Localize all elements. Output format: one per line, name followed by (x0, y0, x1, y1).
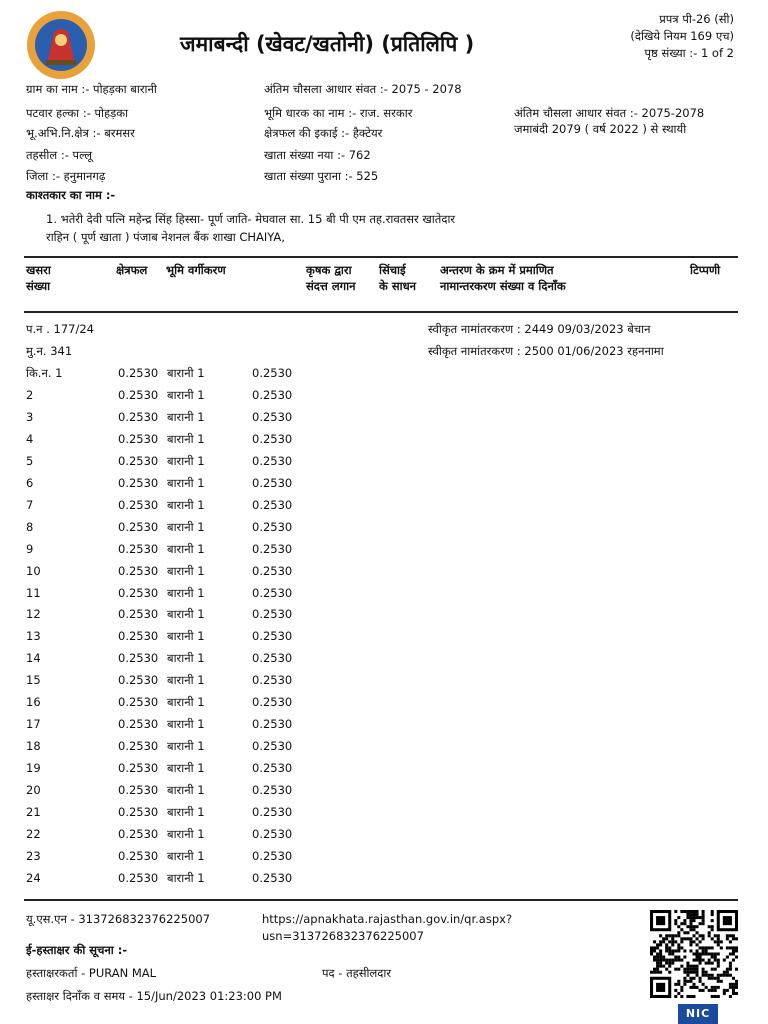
verify-url-line-2[interactable]: usn=313726832376225007 (262, 929, 424, 943)
cell-no: 22 (26, 826, 41, 841)
cell-area: 0.2530 (118, 848, 159, 863)
cell-area: 0.2530 (118, 695, 159, 710)
table-row (26, 849, 316, 871)
table-row (26, 432, 316, 454)
cell-area: 0.2530 (118, 431, 159, 446)
cell-cls: बारानी 1 (167, 848, 205, 863)
cell-no: 9 (26, 541, 34, 556)
cell-cls: बारानी 1 (167, 651, 205, 666)
cell-no: 18 (26, 739, 41, 754)
cell-total: 0.2530 (252, 826, 293, 841)
footer-rule (24, 899, 738, 901)
table-row (26, 476, 316, 498)
cell-total: 0.2530 (252, 717, 293, 732)
verify-url-line-1[interactable]: https://apnakhata.rajasthan.gov.in/qr.aspx? (262, 912, 513, 926)
cell-cls: बारानी 1 (167, 739, 205, 754)
area-unit: क्षेत्रफल की इकाई :- हैक्टेयर (264, 126, 383, 140)
cell-total: 0.2530 (252, 783, 293, 798)
cell-area: 0.2530 (118, 739, 159, 754)
cultivator-line-2: राहिन ( पूर्ण खाता ) पंजाब नेशनल बैंक शाखा CHAIYA, (46, 230, 285, 244)
form-number: प्रपत्र पी-26 (सी) (659, 12, 734, 26)
cell-no: 7 (26, 497, 34, 512)
table-row (26, 366, 316, 388)
col-land-class: भूमि वर्गीकरण (166, 263, 226, 277)
table-row (26, 410, 316, 432)
cell-no: 11 (26, 585, 41, 600)
cell-total: 0.2530 (252, 497, 293, 512)
cell-cls: बारानी 1 (167, 607, 205, 622)
cell-area: 0.2530 (118, 805, 159, 819)
mutation-1: स्वीकृत नामांतरकरण : 2449 09/03/2023 बेचान (428, 322, 651, 336)
mutation-number: मु.न. 341 (26, 344, 73, 358)
table-row (26, 739, 316, 761)
qr-code[interactable] (650, 910, 738, 998)
cell-total: 0.2530 (252, 805, 293, 819)
cell-no: 2 (26, 387, 34, 402)
cell-area: 0.2530 (118, 717, 159, 732)
table-row (26, 717, 316, 739)
cell-no: 24 (26, 870, 41, 885)
village-name: ग्राम का नाम :- पोहड़का बारानी (26, 82, 157, 96)
cell-total: 0.2530 (252, 607, 293, 622)
cell-total: 0.2530 (252, 695, 293, 710)
table-row (26, 695, 316, 717)
cell-no: 14 (26, 651, 41, 666)
cell-area: 0.2530 (118, 761, 159, 776)
cell-no: 16 (26, 695, 41, 710)
cell-total: 0.2530 (252, 475, 293, 490)
cell-area: 0.2530 (118, 453, 159, 468)
table-row (26, 761, 316, 783)
cell-area: 0.2530 (118, 585, 159, 600)
cell-cls: बारानी 1 (167, 629, 205, 644)
cell-total: 0.2530 (252, 387, 293, 402)
table-row (26, 871, 316, 893)
table-row (26, 607, 316, 629)
col-khasra: खसरा संख्या (26, 263, 51, 293)
cell-area: 0.2530 (118, 651, 159, 666)
cell-total: 0.2530 (252, 651, 293, 666)
cell-area: 0.2530 (118, 607, 159, 622)
patwar-halka: पटवार हल्का :- पोहड़का (26, 106, 129, 120)
cell-no: 23 (26, 848, 41, 863)
table-row (26, 783, 316, 805)
nic-logo: NIC (678, 1004, 718, 1024)
cell-no: 5 (26, 453, 34, 468)
col-remark: टिप्पणी (690, 263, 721, 277)
cell-no: 10 (26, 563, 41, 578)
cell-area: 0.2530 (118, 563, 159, 578)
cell-area: 0.2530 (118, 519, 159, 534)
cell-total: 0.2530 (252, 585, 293, 600)
cell-no: 13 (26, 629, 41, 644)
col-lagan: कृषक द्वारा संदत्त लगान (306, 263, 356, 293)
cell-area: 0.2530 (118, 366, 159, 380)
cell-cls: बारानी 1 (167, 519, 205, 534)
table-row (26, 388, 316, 410)
table-row (26, 805, 316, 827)
jamabandi-year: जमाबंदी 2079 ( वर्ष 2022 ) से स्थायी (514, 122, 687, 136)
esign-title: ई-हस्ताक्षर की सूचना :- (26, 943, 128, 957)
cell-area: 0.2530 (118, 826, 159, 841)
cell-total: 0.2530 (252, 739, 293, 754)
cell-cls: बारानी 1 (167, 497, 205, 512)
cell-total: 0.2530 (252, 563, 293, 578)
cell-no: 3 (26, 409, 34, 424)
cell-cls: बारानी 1 (167, 695, 205, 710)
table-row (26, 673, 316, 695)
land-record-area: भू.अभि.नि.क्षेत्र :- बरमसर (26, 126, 135, 140)
cell-no: 8 (26, 519, 34, 534)
table-row (26, 520, 316, 542)
table-row (26, 564, 316, 586)
cell-total: 0.2530 (252, 848, 293, 863)
cell-no: 21 (26, 805, 41, 819)
mutation-2: स्वीकृत नामांतरकरण : 2500 01/06/2023 रहननामा (428, 344, 664, 358)
cell-area: 0.2530 (118, 783, 159, 798)
cell-no: 6 (26, 475, 34, 490)
cell-cls: बारानी 1 (167, 673, 205, 688)
cell-total: 0.2530 (252, 673, 293, 688)
cell-total: 0.2530 (252, 431, 293, 446)
col-irrigation: सिंचाई के साधन (379, 263, 417, 293)
cell-cls: बारानी 1 (167, 563, 205, 578)
page-number: पृष्ठ संख्या :- 1 of 2 (644, 46, 734, 60)
cell-cls: बारानी 1 (167, 783, 205, 798)
cell-total: 0.2530 (252, 629, 293, 644)
cell-no: 15 (26, 673, 41, 688)
cell-no: 4 (26, 431, 34, 446)
sign-datetime: हस्ताक्षर दिनाँक व समय - 15/Jun/2023 01:23:00 PM (26, 989, 282, 1003)
land-holder: भूमि धारक का नाम :- राज. सरकार (264, 106, 413, 120)
cell-area: 0.2530 (118, 673, 159, 688)
cell-no: 12 (26, 607, 41, 622)
cell-total: 0.2530 (252, 366, 293, 380)
cultivator-line-1: 1. भतेरी देवी पत्नि महेन्द्र सिंह हिस्सा- पूर्ण जाति- मेघवाल सा. 15 बी पी एम तह.रावतसर खातेदार (46, 212, 456, 226)
plot-number: प.न . 177/24 (26, 322, 94, 336)
cell-cls: बारानी 1 (167, 585, 205, 600)
cell-cls: बारानी 1 (167, 541, 205, 556)
cell-total: 0.2530 (252, 519, 293, 534)
usn-number: यू.एस.एन - 313726832376225007 (26, 912, 211, 926)
rajasthan-emblem-logo (26, 10, 96, 80)
cell-cls: बारानी 1 (167, 870, 205, 885)
right-samvat: अंतिम चौसला आधार संवत :- 2075-2078 (514, 106, 705, 120)
khata-old: खाता संख्या पुराना :- 525 (264, 169, 379, 183)
col-area: क्षेत्रफल (116, 263, 148, 277)
cell-cls: बारानी 1 (167, 409, 205, 424)
rule-reference: (देखिये नियम 169 एच) (630, 29, 734, 43)
cell-total: 0.2530 (252, 870, 293, 885)
table-row (26, 498, 316, 520)
tehsil: तहसील :- पल्लू (26, 148, 93, 162)
page-title: जमाबन्दी (खेवट/खतोनी) (प्रतिलिपि ) (180, 32, 475, 56)
table-row (26, 651, 316, 673)
cell-area: 0.2530 (118, 475, 159, 490)
cell-area: 0.2530 (118, 870, 159, 885)
cell-cls: बारानी 1 (167, 826, 205, 841)
cell-total: 0.2530 (252, 541, 293, 556)
last-samvat: अंतिम चौसला आधार संवत :- 2075 - 2078 (264, 82, 462, 96)
cell-total: 0.2530 (252, 409, 293, 424)
cell-no: 20 (26, 783, 41, 798)
col-transfer: अन्तरण के क्रम में प्रमाणित नामान्तरकरण संख्या व दिनाँक (440, 263, 566, 293)
cell-area: 0.2530 (118, 409, 159, 424)
signer-name: हस्ताक्षरकर्ता - PURAN MAL (26, 966, 157, 980)
signer-post: पद - तहसीलदार (322, 966, 392, 980)
district: जिला :- हनुमानगढ़ (26, 169, 106, 183)
table-top-rule (24, 256, 738, 258)
cell-area: 0.2530 (118, 541, 159, 556)
cell-no: कि.न. 1 (26, 366, 63, 380)
cell-total: 0.2530 (252, 761, 293, 776)
cell-cls: बारानी 1 (167, 431, 205, 446)
cell-area: 0.2530 (118, 629, 159, 644)
cell-total: 0.2530 (252, 453, 293, 468)
table-row (26, 542, 316, 564)
cell-area: 0.2530 (118, 387, 159, 402)
cell-no: 17 (26, 717, 41, 732)
table-row (26, 586, 316, 608)
cell-no: 19 (26, 761, 41, 776)
table-row (26, 454, 316, 476)
khata-new: खाता संख्या नया :- 762 (264, 148, 371, 162)
table-row (26, 827, 316, 849)
cell-cls: बारानी 1 (167, 475, 205, 490)
table-row (26, 629, 316, 651)
cell-area: 0.2530 (118, 497, 159, 512)
cell-cls: बारानी 1 (167, 453, 205, 468)
cell-cls: बारानी 1 (167, 366, 205, 380)
cell-cls: बारानी 1 (167, 387, 205, 402)
cultivator-label: काश्तकार का नाम :- (26, 188, 116, 202)
table-header-rule (24, 311, 738, 313)
cell-cls: बारानी 1 (167, 761, 205, 776)
cell-cls: बारानी 1 (167, 717, 205, 732)
cell-cls: बारानी 1 (167, 805, 205, 819)
